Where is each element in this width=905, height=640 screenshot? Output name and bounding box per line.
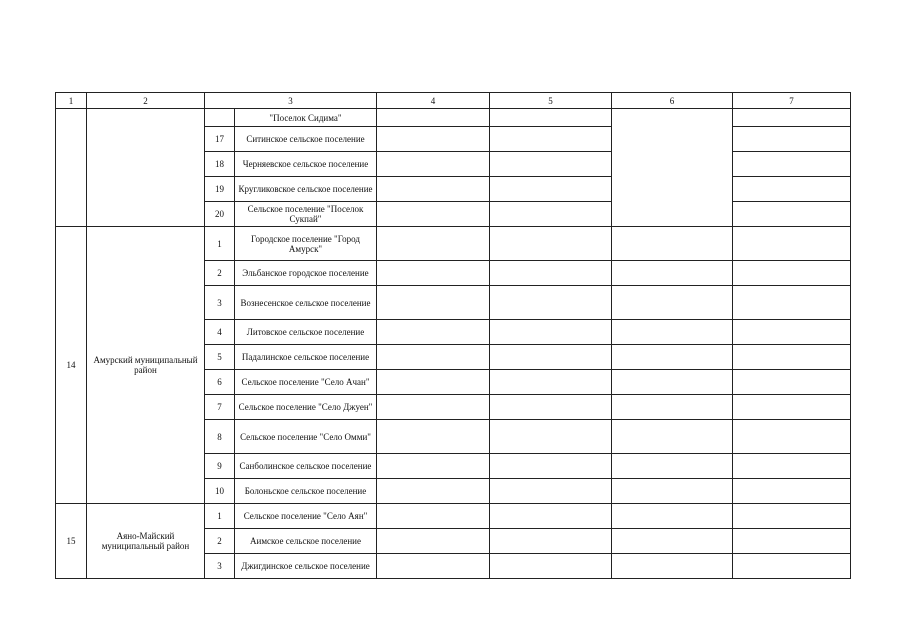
- empty-cell: [733, 286, 851, 320]
- empty-cell: [612, 454, 733, 479]
- empty-cell: [377, 227, 490, 261]
- empty-cell: [612, 479, 733, 504]
- row-number: 5: [205, 345, 235, 370]
- row-number: 4: [205, 320, 235, 345]
- empty-cell: [733, 109, 851, 127]
- settlement-name: Кругликовское сельское поселение: [235, 177, 377, 202]
- row-number: 9: [205, 454, 235, 479]
- settlement-name: Падалинское сельское поселение: [235, 345, 377, 370]
- settlements-table: [55, 92, 851, 579]
- empty-cell: [733, 202, 851, 227]
- row-number: 17: [205, 127, 235, 152]
- header-col-7: 7: [733, 93, 851, 109]
- settlement-name: Аимское сельское поселение: [235, 529, 377, 554]
- empty-cell: [377, 109, 490, 127]
- district-name: Амурский муниципальный район: [87, 227, 205, 504]
- empty-cell: [733, 152, 851, 177]
- group-district-cell: [87, 109, 205, 227]
- empty-cell: [490, 554, 612, 579]
- empty-cell: [377, 202, 490, 227]
- empty-cell: [490, 504, 612, 529]
- empty-cell: [733, 554, 851, 579]
- settlement-name: Литовское сельское поселение: [235, 320, 377, 345]
- header-col-3: 3: [205, 93, 377, 109]
- empty-cell: [733, 529, 851, 554]
- empty-cell: [612, 261, 733, 286]
- settlement-name: Санболинское сельское поселение: [235, 454, 377, 479]
- row-number-cell: [205, 109, 235, 127]
- empty-cell: [490, 127, 612, 152]
- row-number: 8: [205, 420, 235, 454]
- table-row: [56, 227, 851, 261]
- empty-cell: [612, 395, 733, 420]
- header-col-6: 6: [612, 93, 733, 109]
- empty-cell: [377, 261, 490, 286]
- empty-cell: [612, 345, 733, 370]
- empty-cell: [612, 320, 733, 345]
- empty-cell: [612, 286, 733, 320]
- empty-cell: [612, 109, 733, 227]
- empty-cell: [733, 345, 851, 370]
- empty-cell: [612, 554, 733, 579]
- empty-cell: [490, 395, 612, 420]
- empty-cell: [490, 177, 612, 202]
- settlement-name: Сельское поселение "Село Аян": [235, 504, 377, 529]
- row-number: 2: [205, 529, 235, 554]
- empty-cell: [377, 454, 490, 479]
- settlement-name: Джигдинское сельское поселение: [235, 554, 377, 579]
- empty-cell: [733, 479, 851, 504]
- row-number: 19: [205, 177, 235, 202]
- empty-cell: [490, 479, 612, 504]
- settlement-name: "Поселок Сидима": [235, 109, 377, 127]
- empty-cell: [490, 320, 612, 345]
- settlement-name: Черняевское сельское поселение: [235, 152, 377, 177]
- empty-cell: [733, 261, 851, 286]
- row-number: 3: [205, 286, 235, 320]
- settlement-name: Болоньское сельское поселение: [235, 479, 377, 504]
- empty-cell: [733, 370, 851, 395]
- empty-cell: [733, 227, 851, 261]
- header-col-1: 1: [56, 93, 87, 109]
- header-col-2: 2: [87, 93, 205, 109]
- empty-cell: [733, 395, 851, 420]
- row-number: 1: [205, 227, 235, 261]
- district-name: Аяно-Майский муниципальный район: [87, 504, 205, 579]
- empty-cell: [377, 479, 490, 504]
- empty-cell: [733, 177, 851, 202]
- empty-cell: [377, 420, 490, 454]
- empty-cell: [377, 127, 490, 152]
- header-col-4: 4: [377, 93, 490, 109]
- empty-cell: [377, 529, 490, 554]
- empty-cell: [733, 454, 851, 479]
- district-index: 15: [56, 504, 87, 579]
- settlement-name: Сельское поселение "Село Омми": [235, 420, 377, 454]
- settlement-name: Городское поселение "Город Амурск": [235, 227, 377, 261]
- empty-cell: [377, 286, 490, 320]
- empty-cell: [377, 554, 490, 579]
- row-number: 1: [205, 504, 235, 529]
- empty-cell: [490, 152, 612, 177]
- empty-cell: [733, 320, 851, 345]
- district-index: 14: [56, 227, 87, 504]
- empty-cell: [490, 345, 612, 370]
- settlement-name: Сельское поселение "Поселок Сукпай": [235, 202, 377, 227]
- empty-cell: [490, 227, 612, 261]
- empty-cell: [377, 345, 490, 370]
- row-number: 2: [205, 261, 235, 286]
- table-row: [56, 504, 851, 529]
- empty-cell: [612, 529, 733, 554]
- row-number: 20: [205, 202, 235, 227]
- empty-cell: [612, 370, 733, 395]
- row-number: 10: [205, 479, 235, 504]
- empty-cell: [733, 504, 851, 529]
- empty-cell: [490, 420, 612, 454]
- group-index-cell: [56, 109, 87, 227]
- settlement-name: Эльбанское городское поселение: [235, 261, 377, 286]
- empty-cell: [490, 261, 612, 286]
- empty-cell: [377, 177, 490, 202]
- empty-cell: [490, 529, 612, 554]
- empty-cell: [377, 395, 490, 420]
- empty-cell: [377, 320, 490, 345]
- empty-cell: [377, 152, 490, 177]
- row-number: 6: [205, 370, 235, 395]
- empty-cell: [733, 127, 851, 152]
- table-header-row: [56, 93, 851, 109]
- settlement-name: Вознесенское сельское поселение: [235, 286, 377, 320]
- empty-cell: [612, 227, 733, 261]
- row-number: 18: [205, 152, 235, 177]
- empty-cell: [490, 109, 612, 127]
- header-col-5: 5: [490, 93, 612, 109]
- empty-cell: [612, 420, 733, 454]
- settlement-name: Ситинское сельское поселение: [235, 127, 377, 152]
- empty-cell: [490, 454, 612, 479]
- empty-cell: [377, 504, 490, 529]
- row-number: 3: [205, 554, 235, 579]
- empty-cell: [490, 202, 612, 227]
- empty-cell: [490, 286, 612, 320]
- settlement-name: Сельское поселение "Село Джуен": [235, 395, 377, 420]
- empty-cell: [612, 504, 733, 529]
- document-sheet: [55, 92, 851, 579]
- empty-cell: [377, 370, 490, 395]
- table-row: [56, 109, 851, 127]
- row-number: 7: [205, 395, 235, 420]
- settlement-name: Сельское поселение "Село Ачан": [235, 370, 377, 395]
- empty-cell: [733, 420, 851, 454]
- empty-cell: [490, 370, 612, 395]
